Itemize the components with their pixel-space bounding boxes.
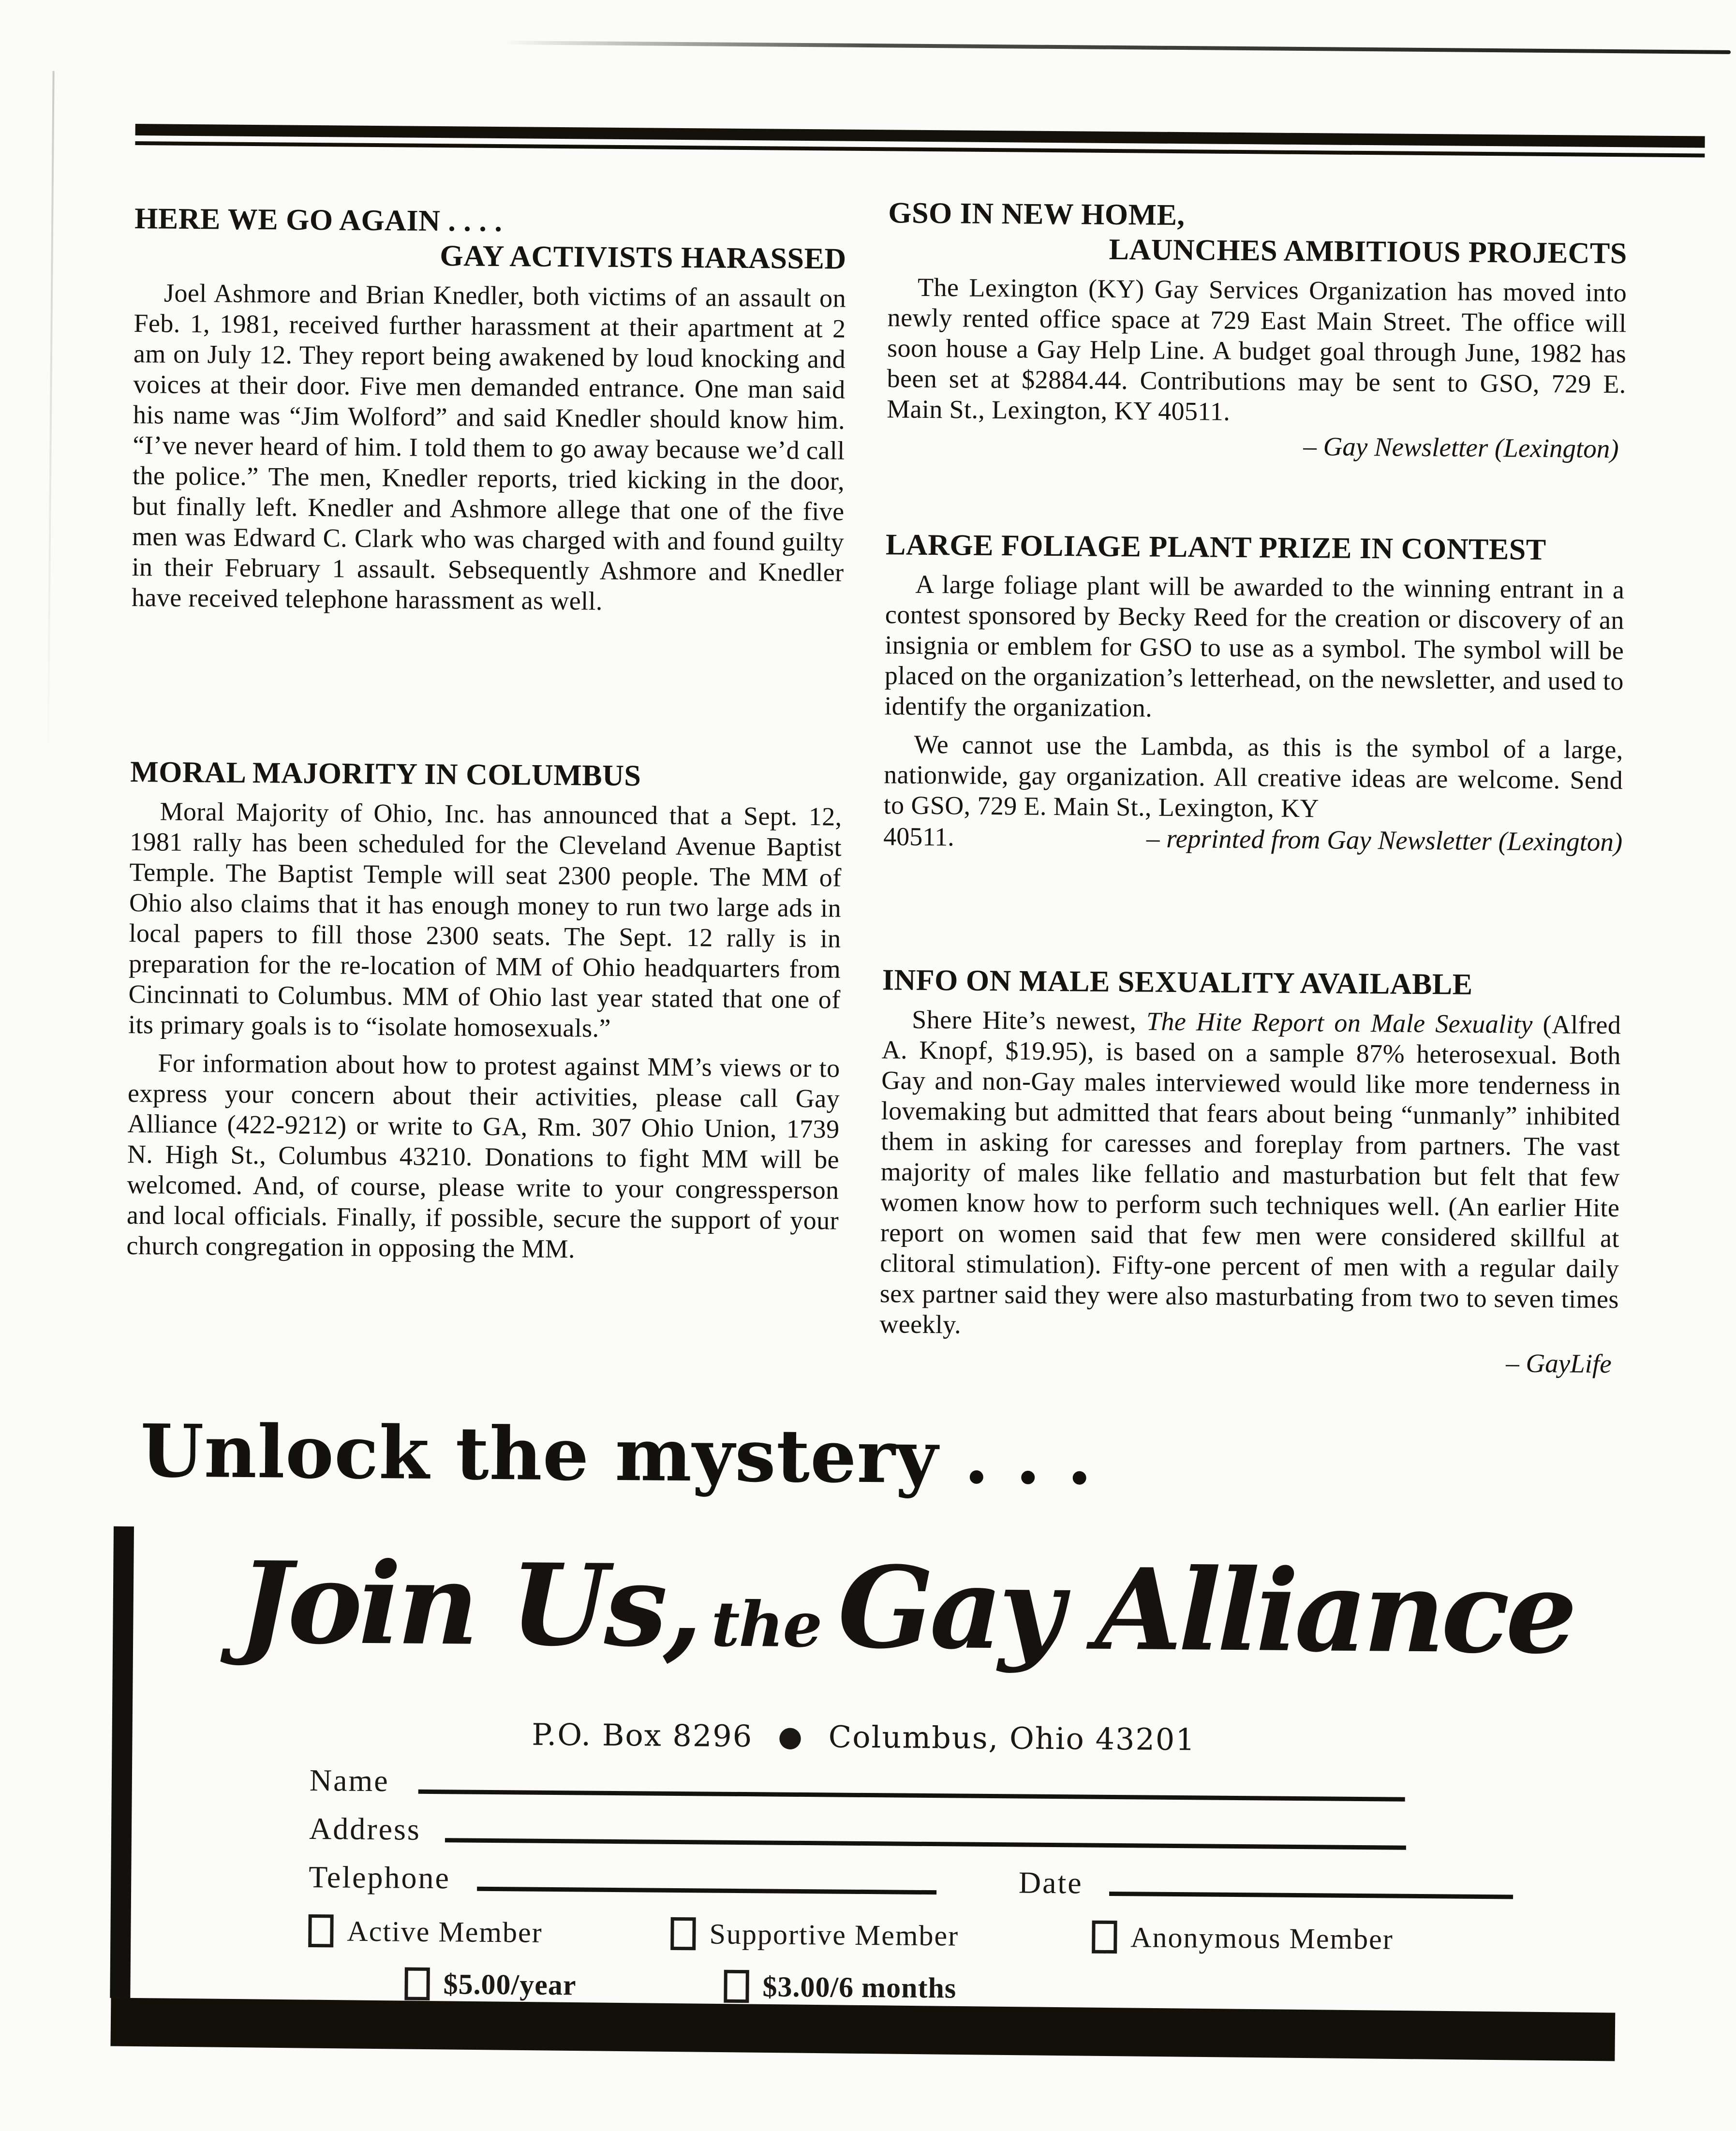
- membership-option-label: Anonymous Member: [1130, 1921, 1394, 1955]
- article-title: MORAL MAJORITY IN COLUMBUS: [130, 755, 641, 793]
- article-gay-activists-harassed: [132, 201, 847, 619]
- ad-join-us-text: Join Us,: [237, 1536, 699, 1672]
- top-rule: [502, 41, 1731, 54]
- checkbox-icon: [1092, 1921, 1117, 1953]
- form-row-telephone-date: [309, 1859, 1513, 1905]
- po-box-text: P.O. Box 8296: [532, 1717, 753, 1754]
- bullet-icon: ●: [777, 1719, 804, 1753]
- membership-form: [308, 1762, 1514, 2010]
- address-underline: [445, 1838, 1406, 1850]
- price-option: [724, 1969, 956, 2005]
- telephone-label: Telephone: [309, 1859, 451, 1895]
- form-row-name: [310, 1762, 1514, 1808]
- membership-option-label: Active Member: [347, 1915, 543, 1949]
- article-title: HERE WE GO AGAIN . . . .: [134, 202, 503, 238]
- price-option-label: $5.00/year: [443, 1968, 577, 2001]
- checkbox-icon: [670, 1917, 696, 1950]
- date-underline: [1110, 1892, 1513, 1899]
- article-subtitle: LAUNCHES AMBITIOUS PROJECTS: [1109, 233, 1628, 270]
- ad-address-line: [162, 1715, 1565, 1761]
- membership-type-row: [308, 1914, 1513, 1957]
- price-option: [404, 1967, 576, 2002]
- membership-option-label: Supportive Member: [709, 1918, 959, 1952]
- checkbox-icon: [724, 1970, 749, 2003]
- name-label: Name: [309, 1762, 389, 1798]
- article-attribution: – GayLife: [1506, 1348, 1612, 1379]
- article-gso-new-home: [886, 195, 1627, 465]
- book-title: The Hite Report on Male Sexuality: [1146, 1006, 1533, 1039]
- paragraph-tail: 40511.: [883, 822, 954, 852]
- price-option-label: $3.00/6 months: [762, 1970, 957, 2004]
- article-paragraph: [879, 1004, 1621, 1345]
- checkbox-icon: [308, 1914, 334, 1947]
- article-attribution: – reprinted from Gay Newsletter (Lexington): [1146, 823, 1623, 857]
- ad-script-title: [197, 1536, 1615, 1679]
- article-moral-majority: [126, 755, 842, 1267]
- article-paragraph: Joel Ashmore and Brian Knedler, both victims of an assault on Feb. 1, 1981, received further harassment at their apartment at 2 am on July 12. They report being awakened by loud knocking and voices at their door. Five men demanded entrance. One man said his name was “Jim Wolford” and said Knedler should know him. “I’ve never heard of him. I told them to go away because we’d call the police.” The men, Knedler reports, tried kicking in the door, but finally left. Knedler and Ashmore allege that one of the five men was Edward C. Clark who was charged with and found guilty in their February 1 assault. Sebsequently Ashmore and Knedler have received telephone harassment as well.: [131, 278, 846, 616]
- date-label: Date: [1018, 1865, 1083, 1900]
- paragraph-text: Shere Hite’s newest,: [912, 1005, 1147, 1036]
- telephone-underline: [477, 1887, 936, 1894]
- ad-org-name: Gay Alliance: [837, 1541, 1574, 1679]
- article-attribution: – Gay Newsletter (Lexington): [1303, 431, 1619, 464]
- article-paragraph: Moral Majority of Ohio, Inc. has announced that a Sept. 12, 1981 rally has been scheduled for the Cleveland Avenue Baptist Temple. The Baptist Temple will seat 2300 people. The MM of Ohio also claims that it has enough money to run two large ads in local papers to fill those 2300 seats. The Sept. 12 rally is in preparation for the re-location of MM of Ohio headquarters from Cincinnati to Columbus. MM of Ohio last year stated that one of its primary goals is to “isolate homosexuals.”: [128, 797, 842, 1043]
- article-title: GSO IN NEW HOME,: [888, 196, 1185, 232]
- article-paragraph: The Lexington (KY) Gay Services Organization has moved into newly rented office space at 729 East Main Street. The office will soon house a Gay Help Line. A budget goal through June, 1982 has been set at $2884.44. Contributions may be sent to GSO, 729 E. Main St., Lexington, KY 40511.: [886, 272, 1627, 426]
- membership-option: [308, 1914, 543, 1950]
- article-title: LARGE FOLIAGE PLANT PRIZE IN CONTEST: [885, 528, 1546, 566]
- article-title: INFO ON MALE SEXUALITY AVAILABLE: [882, 963, 1473, 1001]
- ad-headline: Unlock the mystery . . .: [140, 1408, 1093, 1501]
- address-label: Address: [309, 1811, 421, 1847]
- header-double-rule: [135, 124, 1705, 157]
- name-underline: [418, 1790, 1405, 1802]
- article-paragraph: A large foliage plant will be awarded to the winning entrant in a contest sponsored by Becky Reed for the creation or discovery of an insignia or emblem for GSO to use as a symbol. The symbol will be placed on the organization’s letterhead, on the newsletter, and used to identify the organization.: [884, 569, 1625, 723]
- ad-left-bar: [110, 1526, 134, 1998]
- ad-the-text: the: [711, 1588, 822, 1662]
- membership-option: [1092, 1920, 1394, 1956]
- article-male-sexuality-info: [879, 962, 1622, 1380]
- scan-artifact-line: [47, 71, 55, 797]
- form-row-address: [309, 1810, 1514, 1857]
- article-foliage-plant-contest: [883, 527, 1625, 858]
- checkbox-icon: [404, 1968, 430, 2000]
- article-subtitle: GAY ACTIVISTS HARASSED: [440, 239, 846, 276]
- membership-option: [670, 1917, 959, 1953]
- paragraph-text: (Alfred A. Knopf, $19.95), is based on a sample 87% heterosexual. Both Gay and non-Gay males interviewed would like more tenderness in lovemaking but admitted that fears about being “unmanly” inhibited them in asking for caresses and foreplay from partners. The vast majority of males like fellatio and masturbation but felt that few women know how to perform such techniques well. (An earlier Hite report on women said that few men were considered skillful at clitoral stimulation). Fifty-one percent of men with a regular daily sex partner said they were also masturbating from two to seven times weekly.: [879, 1009, 1621, 1339]
- article-paragraph: We cannot use the Lambda, as this is the symbol of a large, nationwide, gay organization. All creative ideas are welcome. Send to GSO, 729 E. Main St., Lexington, KY: [883, 729, 1623, 823]
- article-paragraph: For information about how to protest against MM’s views or to express your concern about their activities, please call Gay Alliance (422-9212) or write to GA, Rm. 307 Ohio Union, 1739 N. High St., Columbus 43210. Donations to fight MM will be welcomed. And, of course, please write to your congressperson and local officials. Finally, if possible, secure the support of your church congregation in opposing the MM.: [126, 1048, 840, 1264]
- city-text: Columbus, Ohio 43201: [828, 1719, 1196, 1758]
